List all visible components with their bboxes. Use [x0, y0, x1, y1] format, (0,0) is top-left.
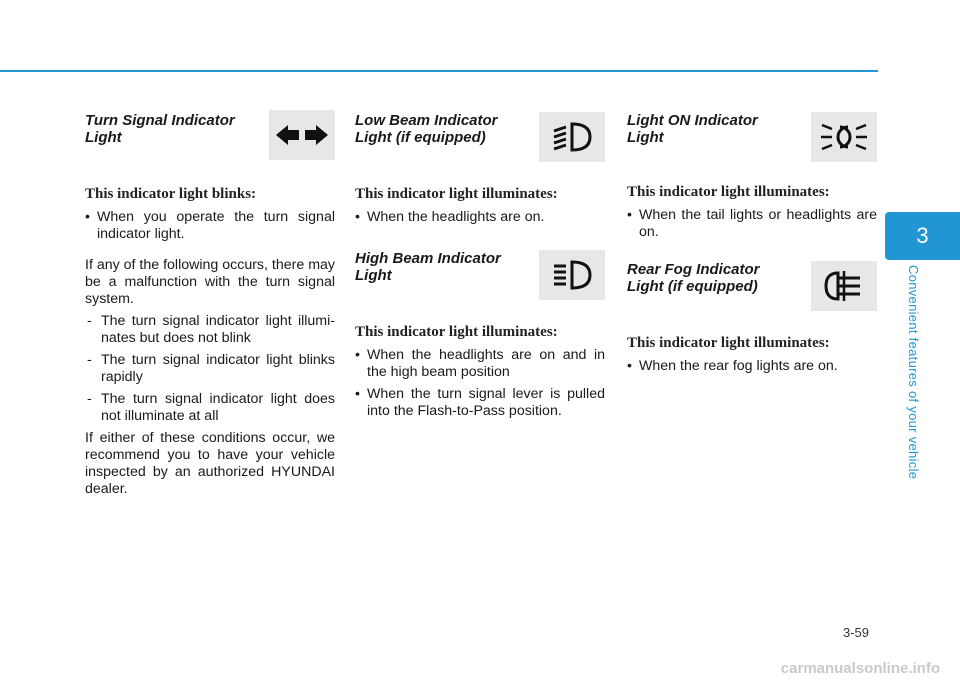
list-item-text: When the headlights are on and in the high beam position — [367, 347, 605, 380]
list-item-text: When you operate the turn signal indicator light. — [97, 209, 335, 242]
list-item: • When you operate the turn signal indicator light. — [85, 209, 335, 242]
section-title — [85, 112, 255, 146]
chapter-tab — [885, 212, 960, 260]
section-subhead: This indicator light illuminates: — [627, 184, 830, 200]
list-item-text: When the tail lights or headlights are on. — [639, 207, 877, 240]
list-item: • When the turn signal lever is pulled into the Flash-to-Pass position. — [355, 386, 605, 419]
column-1 — [85, 112, 335, 503]
title-line: Light — [627, 129, 664, 146]
title-line: High Beam Indicator — [355, 250, 501, 267]
list-item: - The turn signal indicator light illumi- nates but does not blink — [87, 313, 335, 346]
list-item-text: When the headlights are on. — [367, 209, 545, 225]
light-on-section — [627, 112, 877, 241]
list-item-text: The turn signal indicator light illumi- nates but does not blink — [101, 313, 335, 346]
section-header — [85, 112, 335, 162]
section-header — [355, 250, 605, 300]
section-title — [627, 261, 797, 295]
chapter-number: 3 — [916, 223, 929, 248]
title-line: Light — [85, 129, 122, 146]
paragraph: If any of the following occurs, there may be a malfunction with the turn signal system. — [85, 257, 335, 307]
rear-fog-icon — [811, 261, 877, 311]
section-subhead: This indicator light illuminates: — [355, 186, 558, 202]
section-subhead: This indicator light illuminates: — [355, 324, 558, 340]
title-line: Low Beam Indicator — [355, 112, 498, 129]
section-subhead: This indicator light illuminates: — [627, 335, 830, 351]
rear-fog-section — [627, 261, 877, 375]
list-item: - The turn signal indicator light does not illuminate at all — [87, 391, 335, 424]
section-title — [627, 112, 797, 146]
turn-signal-arrows-icon — [269, 110, 335, 160]
low-beam-section — [355, 112, 605, 226]
title-line: Light — [355, 267, 392, 284]
title-line: Rear Fog Indicator — [627, 261, 760, 278]
paragraph: If either of these conditions occur, we recommend you to have your vehicle inspected by an authorized HYUNDAI dealer. — [85, 430, 335, 497]
list-item-text: When the rear fog lights are on. — [639, 358, 838, 374]
light-on-icon — [811, 112, 877, 162]
chapter-title: Convenient features of your vehicle — [906, 265, 921, 480]
column-2 — [355, 112, 605, 425]
list-item: • When the tail lights or headlights are on. — [627, 207, 877, 240]
page-number: 3-59 — [843, 625, 870, 640]
list-item-text: When the turn signal lever is pulled into the Flash-to-Pass position. — [367, 386, 605, 419]
watermark: carmanualsonline.info — [780, 660, 940, 677]
high-beam-section — [355, 250, 605, 420]
list-item: • When the headlights are on and in the high beam position — [355, 347, 605, 380]
title-line: Light (if equipped) — [627, 278, 758, 295]
list-item-text: The turn signal indicator light blinks rapidly — [101, 352, 335, 385]
section-header — [627, 112, 877, 162]
title-line: Light (if equipped) — [355, 129, 486, 146]
list-item: - The turn signal indicator light blinks rapidly — [87, 352, 335, 385]
section-subhead: This indicator light blinks: — [85, 186, 257, 202]
turn-signal-section — [85, 112, 335, 498]
list-item: • When the rear fog lights are on. — [627, 358, 877, 375]
top-rule — [0, 70, 878, 72]
section-header — [355, 112, 605, 162]
title-line: Light ON Indicator — [627, 112, 758, 129]
low-beam-icon — [539, 112, 605, 162]
column-3 — [627, 112, 877, 380]
high-beam-icon — [539, 250, 605, 300]
list-item-text: The turn signal indicator light does not illuminate at all — [101, 391, 335, 424]
title-line: Turn Signal Indicator — [85, 112, 235, 129]
section-header — [627, 261, 877, 311]
section-title — [355, 250, 525, 284]
list-item: • When the headlights are on. — [355, 209, 605, 226]
section-title — [355, 112, 525, 146]
